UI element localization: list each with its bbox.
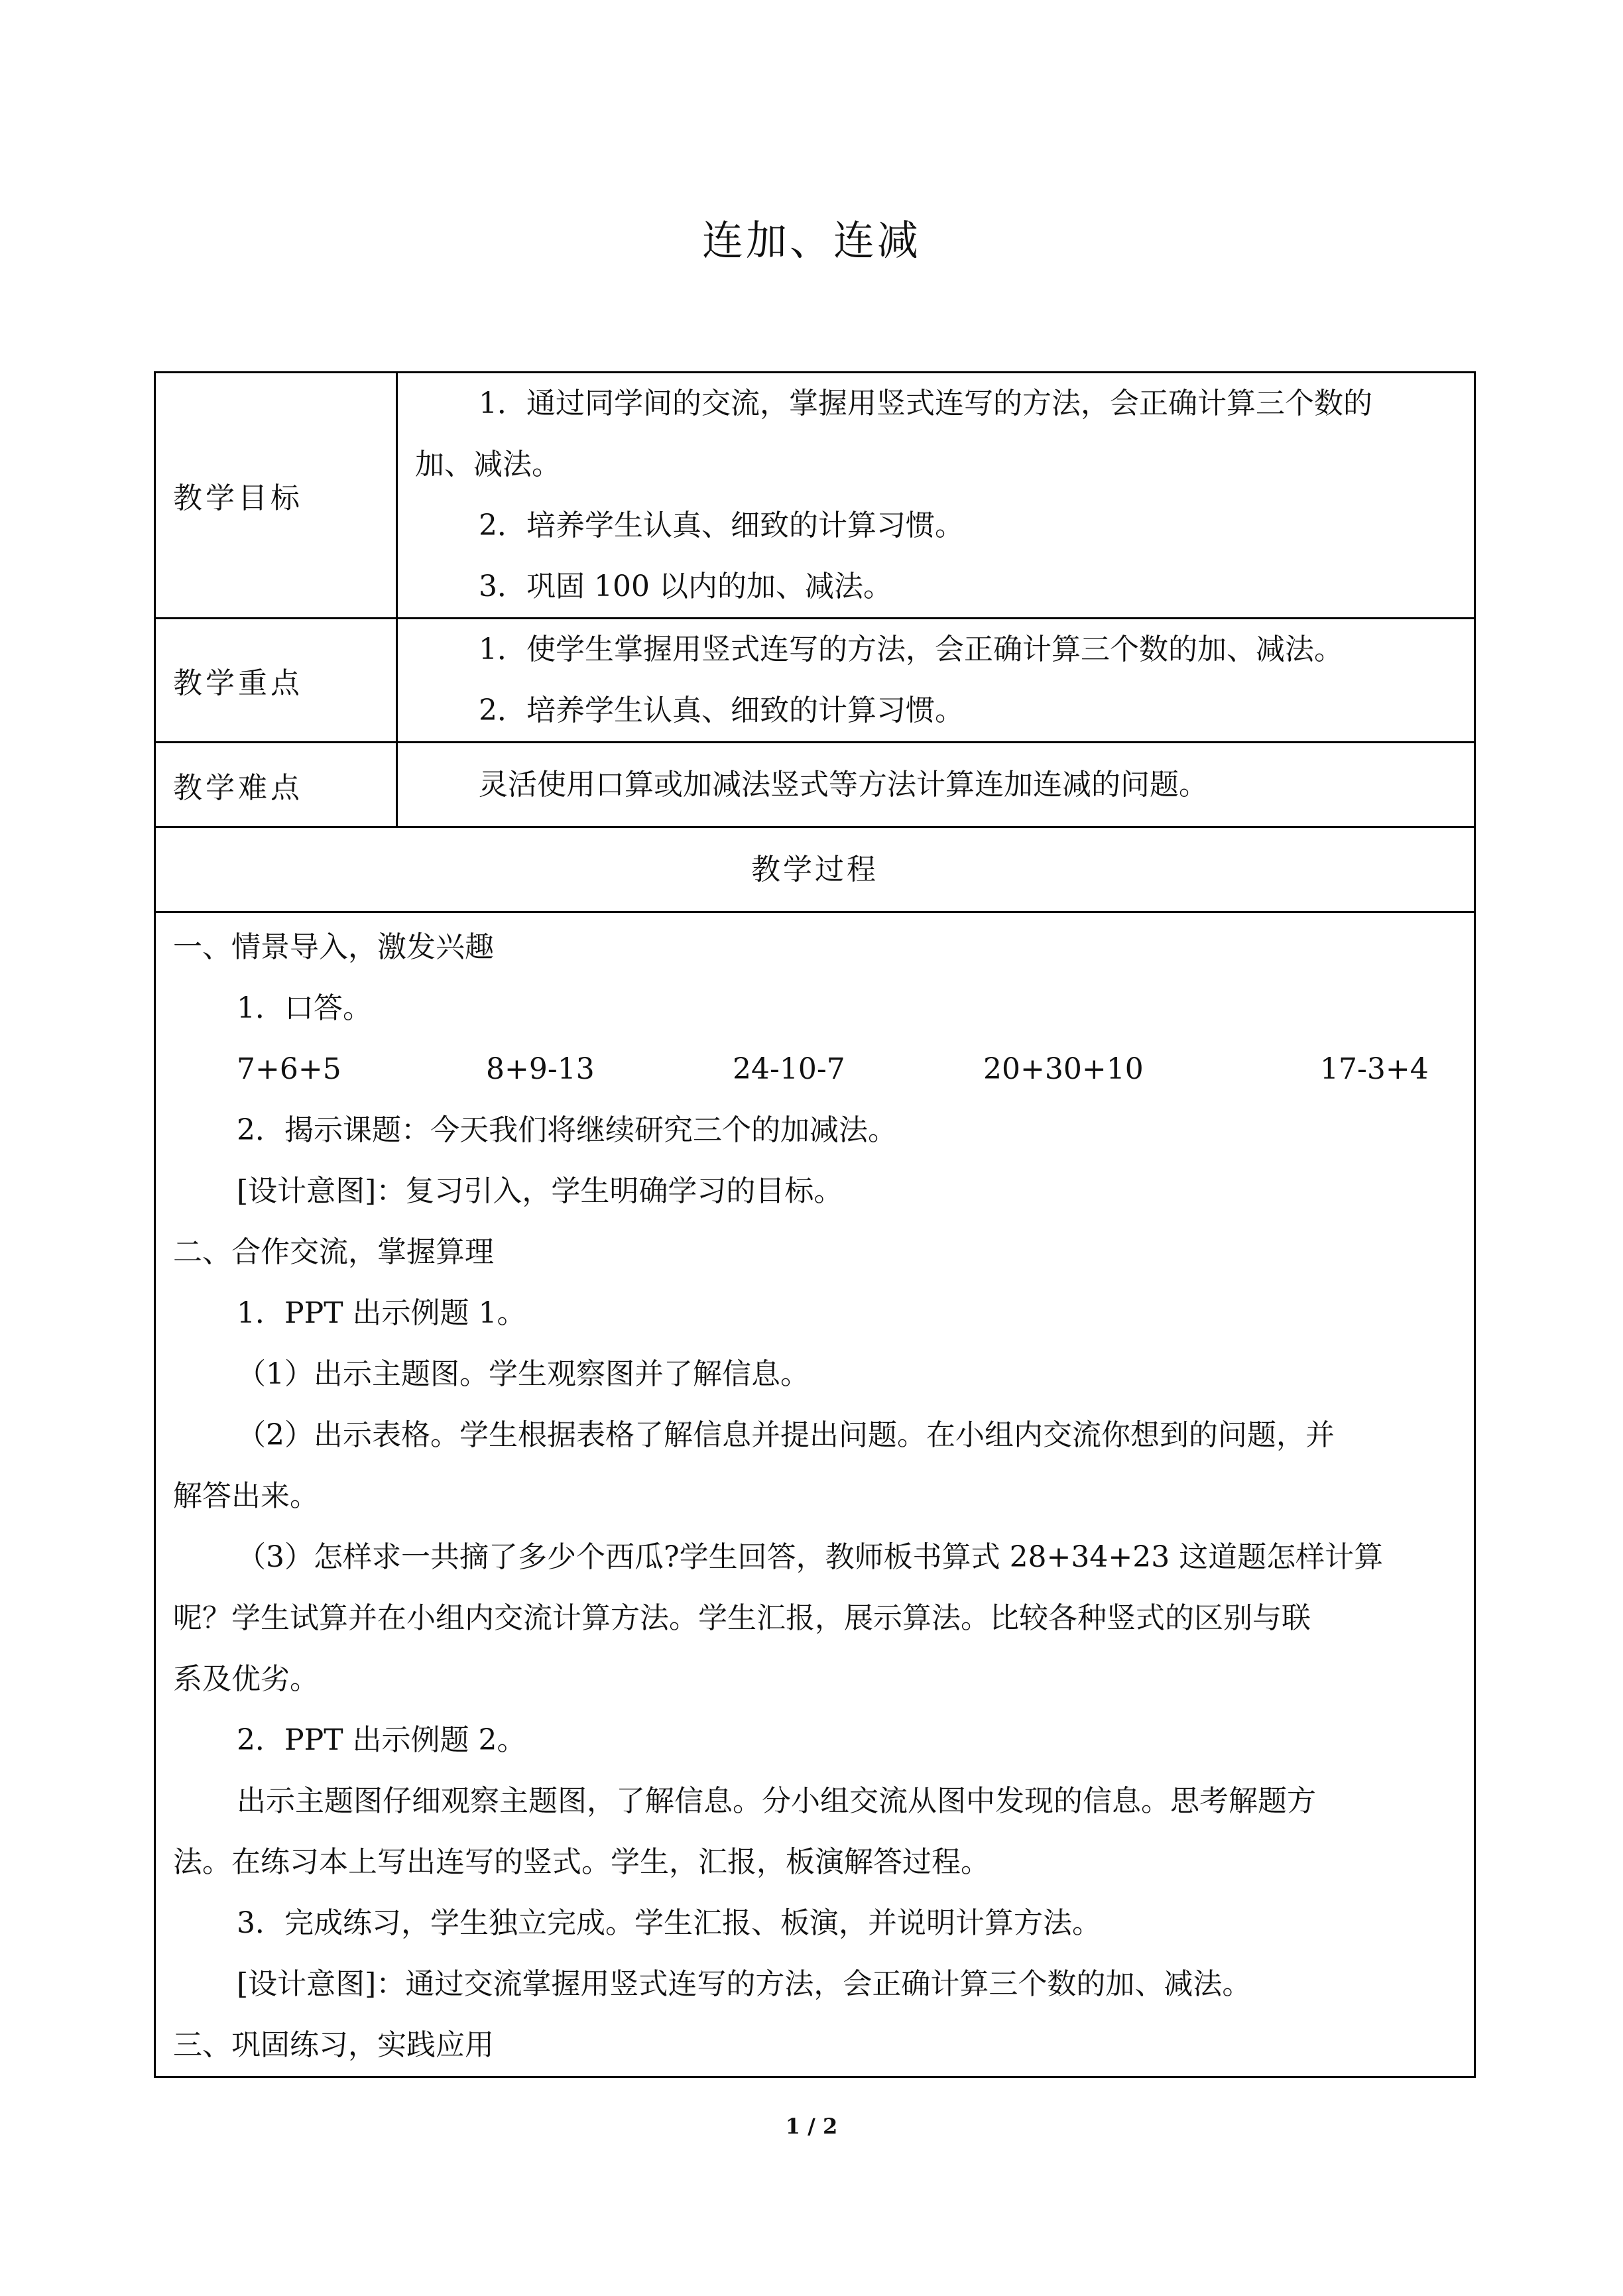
key-point-item: 1．使学生掌握用竖式连写的方法，会正确计算三个数的加、减法。 bbox=[479, 633, 1343, 666]
process-body bbox=[155, 912, 1475, 2077]
process-title-text: 教学过程 bbox=[751, 852, 878, 886]
calc-expression: 7+6+5 bbox=[237, 1052, 341, 1086]
section-heading: 二、合作交流，掌握算理 bbox=[173, 1235, 494, 1269]
calc-expression: 24-10-7 bbox=[733, 1052, 845, 1086]
process-line: （1）出示主题图。学生观察图并了解信息。 bbox=[237, 1357, 810, 1391]
goals-content bbox=[397, 373, 1475, 619]
goals-row bbox=[155, 373, 1475, 619]
goals-label: 教学目标 bbox=[155, 373, 397, 619]
process-line: 呢？学生试算并在小组内交流计算方法。学生汇报，展示算法。比较各种竖式的区别与联 bbox=[173, 1601, 1311, 1635]
process-line: 2．PPT 出示例题 2。 bbox=[237, 1723, 526, 1757]
key-points-content bbox=[397, 619, 1475, 743]
process-line: 系及优劣。 bbox=[173, 1662, 319, 1696]
process-line: 1．口答。 bbox=[237, 991, 372, 1025]
goal-item: 3．巩固 100 以内的加、减法。 bbox=[479, 570, 892, 603]
process-title-row bbox=[155, 827, 1475, 912]
difficulties-label: 教学难点 bbox=[155, 743, 397, 827]
process-line: 解答出来。 bbox=[173, 1479, 319, 1513]
process-line: 3．完成练习，学生独立完成。学生汇报、板演，并说明计算方法。 bbox=[237, 1906, 1101, 1940]
process-line: （2）出示表格。学生根据表格了解信息并提出问题。在小组内交流你想到的问题，并 bbox=[237, 1418, 1335, 1452]
key-point-item: 2．培养学生认真、细致的计算习惯。 bbox=[479, 694, 964, 727]
process-title bbox=[155, 827, 1475, 912]
design-intent: [设计意图]：通过交流掌握用竖式连写的方法，会正确计算三个数的加、减法。 bbox=[237, 1967, 1252, 2001]
calc-expression: 8+9-13 bbox=[486, 1052, 595, 1086]
page-number: 1 / 2 bbox=[785, 2114, 838, 2139]
process-line: 1．PPT 出示例题 1。 bbox=[237, 1296, 526, 1330]
goal-item: 2．培养学生认真、细致的计算习惯。 bbox=[479, 509, 964, 542]
difficulty-text: 灵活使用口算或加减法竖式等方法计算连加连减的问题。 bbox=[479, 767, 1208, 802]
key-points-label: 教学重点 bbox=[155, 619, 397, 743]
section-heading: 三、巩固练习，实践应用 bbox=[173, 2028, 494, 2062]
difficulties-row bbox=[155, 743, 1475, 827]
process-line: 出示主题图仔细观察主题图，了解信息。分小组交流从图中发现的信息。思考解题方 bbox=[237, 1784, 1316, 1818]
lesson-plan-table bbox=[154, 371, 1476, 2078]
key-points-row bbox=[155, 619, 1475, 743]
page-title: 连加、连减 bbox=[701, 216, 921, 265]
calc-expression: 17-3+4 bbox=[1320, 1052, 1429, 1086]
section-heading: 一、情景导入，激发兴趣 bbox=[173, 930, 494, 964]
difficulties-content bbox=[397, 743, 1475, 827]
goal-item: 加、减法。 bbox=[415, 448, 561, 481]
calc-expression: 20+30+10 bbox=[983, 1052, 1144, 1086]
design-intent: [设计意图]：复习引入，学生明确学习的目标。 bbox=[237, 1174, 843, 1208]
process-line: 2．揭示课题：今天我们将继续研究三个的加减法。 bbox=[237, 1113, 897, 1147]
process-line: 法。在练习本上写出连写的竖式。学生，汇报，板演解答过程。 bbox=[173, 1845, 990, 1879]
process-body-row bbox=[155, 912, 1475, 2077]
oral-calculations bbox=[173, 1039, 1465, 1100]
process-line: （3）怎样求一共摘了多少个西瓜?学生回答，教师板书算式 28+34+23 这道题怎样计算 bbox=[237, 1540, 1384, 1574]
goal-item: 1．通过同学间的交流，掌握用竖式连写的方法，会正确计算三个数的 bbox=[479, 387, 1372, 420]
